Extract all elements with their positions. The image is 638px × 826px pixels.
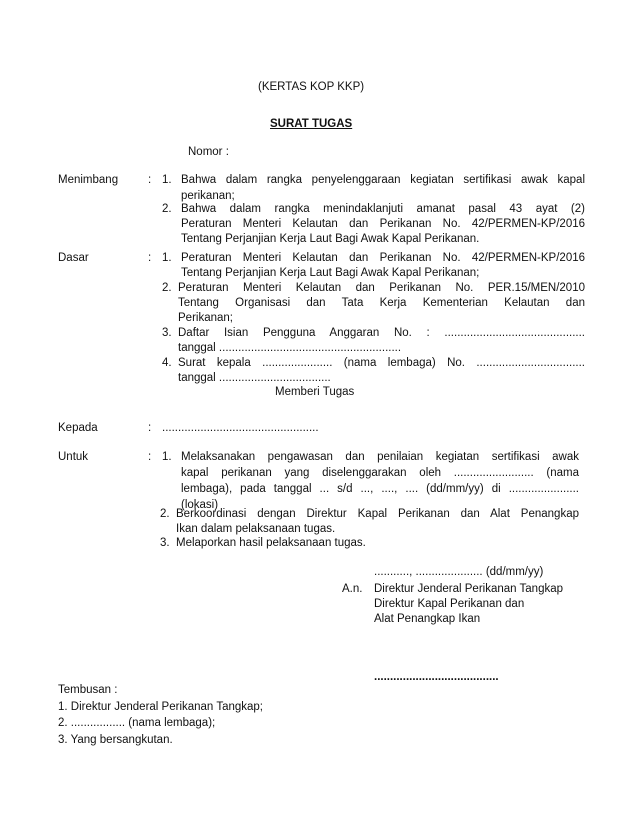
untuk-item-line: kapal perikanan yang diselenggarakan oleh ......................... (nama [181, 467, 579, 479]
untuk-item-line: lembaga), pada tanggal ... s/d ..., ...., .... (dd/mm/yy) di ...................... [181, 483, 579, 495]
untuk-item-line: Melaksanakan pengawasan dan penilaian kegiatan sertifikasi awak [181, 451, 579, 463]
untuk-label: Untuk [58, 451, 89, 463]
kepada-colon: : [148, 422, 152, 434]
dasar-item-num: 1. [162, 252, 172, 264]
tembusan-label: Tembusan : [58, 684, 118, 696]
untuk-item-line: Ikan dalam pelaksanaan tugas. [176, 523, 336, 535]
dasar-item-line: tanggal ......................................................... [178, 342, 402, 354]
document-title: SURAT TUGAS [270, 118, 353, 130]
dasar-label: Dasar [58, 252, 89, 264]
dasar-item-line: tanggal ................................... [178, 372, 331, 384]
tembusan-item: 3. Yang bersangkutan. [58, 734, 173, 746]
untuk-item-num: 2. [160, 508, 170, 520]
menimbang-item-line: perikanan; [181, 190, 235, 202]
signature-title-line: Alat Penangkap Ikan [374, 613, 481, 625]
untuk-item-num: 1. [162, 451, 172, 463]
dasar-item-num: 4. [162, 357, 172, 369]
menimbang-item-line: Bahwa dalam rangka penyelenggaraan kegiatan sertifikasi awak kapal [181, 174, 585, 186]
signature-an: A.n. [342, 583, 363, 595]
dasar-item-line: Daftar Isian Pengguna Anggaran No. : ............................................ [178, 327, 585, 339]
letterhead-placeholder: (KERTAS KOP KKP) [258, 81, 365, 93]
menimbang-item-line: Peraturan Menteri Kelautan dan Perikanan No. 42/PERMEN-KP/2016 [181, 218, 585, 230]
untuk-item-line: Berkoordinasi dengan Direktur Kapal Perikanan dan Alat Penangkap [176, 508, 579, 520]
dasar-item-num: 3. [162, 327, 172, 339]
menimbang-item-line: Tentang Perjanjian Kerja Laut Bagi Awak Kapal Perikanan. [181, 233, 480, 245]
dasar-colon: : [148, 252, 152, 264]
signature-name-line: ....................................... [374, 671, 499, 683]
menimbang-item-num: 1. [162, 174, 172, 186]
menimbang-colon: : [148, 174, 152, 186]
menimbang-label: Menimbang [58, 174, 119, 186]
document-number: Nomor : [188, 146, 229, 158]
signature-title-line: Direktur Jenderal Perikanan Tangkap [374, 583, 564, 595]
tembusan-item: 2. ................. (nama lembaga); [58, 717, 216, 729]
dasar-item-line: Surat kepala ...................... (nama lembaga) No. .................................. [178, 357, 585, 369]
menimbang-item-num: 2. [162, 203, 172, 215]
dasar-item-line: Peraturan Menteri Kelautan dan Perikanan No. 42/PERMEN-KP/2016 [181, 252, 585, 264]
kepada-label: Kepada [58, 422, 98, 434]
untuk-item-line: Melaporkan hasil pelaksanaan tugas. [176, 537, 366, 549]
untuk-colon: : [148, 451, 152, 463]
untuk-item-num: 3. [160, 537, 170, 549]
dasar-item-line: Peraturan Menteri Kelautan dan Perikanan No. PER.15/MEN/2010 [178, 282, 585, 294]
signature-place-date: ..........., ..................... (dd/mm/yy) [374, 566, 544, 578]
memberi-tugas-heading: Memberi Tugas [275, 386, 355, 398]
dasar-item-line: Tentang Organisasi dan Tata Kerja Kementerian Kelautan dan [178, 297, 585, 309]
kepada-value: ................................................. [162, 422, 319, 434]
dasar-item-line: Tentang Perjanjian Kerja Laut Bagi Awak Kapal Perikanan; [181, 267, 480, 279]
tembusan-item: 1. Direktur Jenderal Perikanan Tangkap; [58, 701, 263, 713]
signature-title-line: Direktur Kapal Perikanan dan [374, 598, 525, 610]
dasar-item-line: Perikanan; [178, 312, 233, 324]
untuk-item-line: (lokasi) [181, 499, 219, 511]
dasar-item-num: 2. [162, 282, 172, 294]
menimbang-item-line: Bahwa dalam rangka menindaklanjuti amanat pasal 43 ayat (2) [181, 203, 585, 215]
